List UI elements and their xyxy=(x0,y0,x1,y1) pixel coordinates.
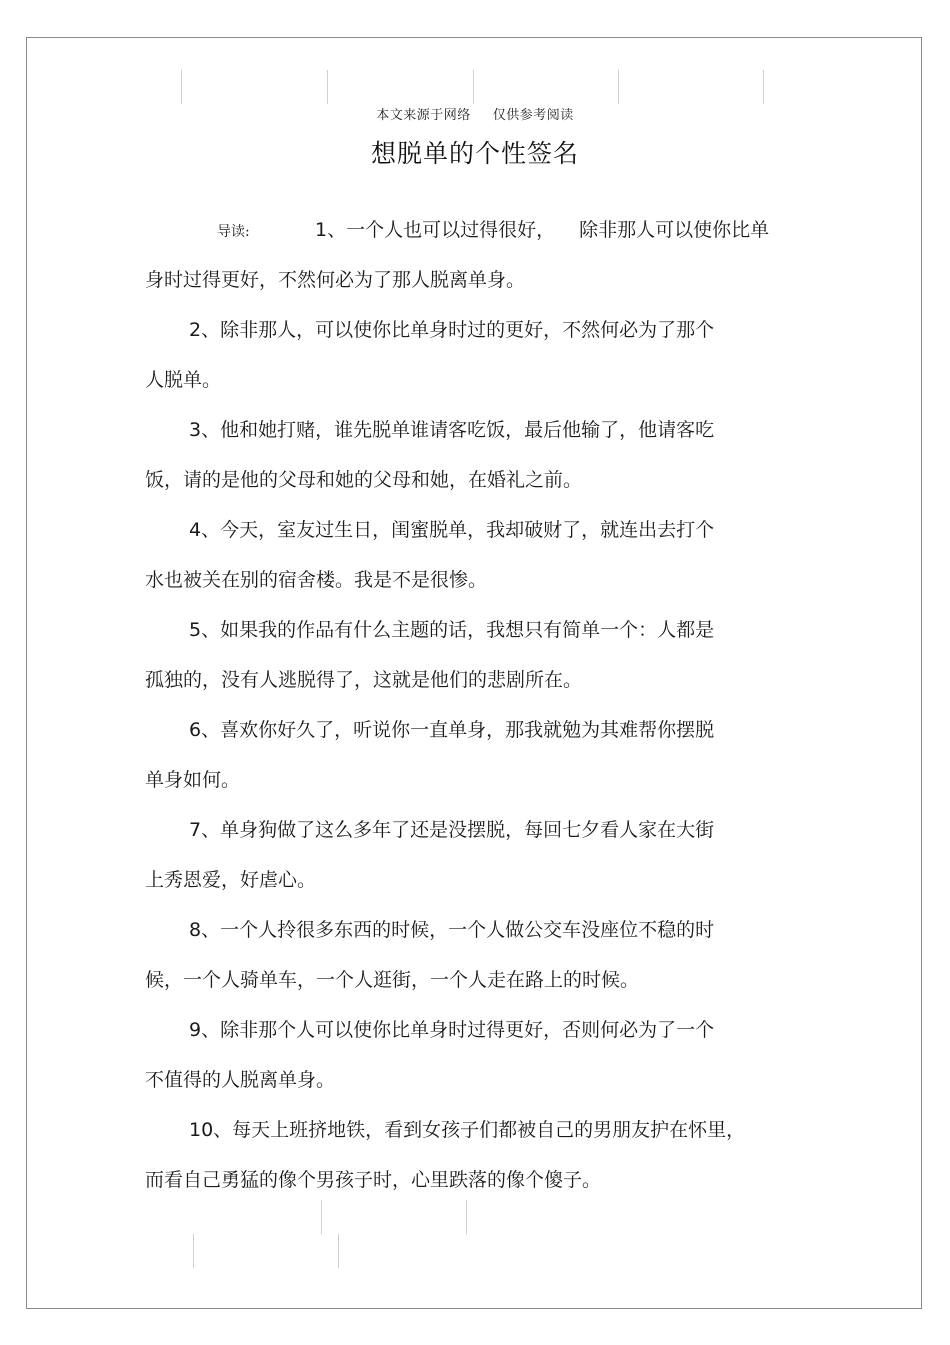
list-item-2-line-1: 2、除非那人，可以使你比单身时过的更好，不然何必为了那个 xyxy=(189,319,715,341)
bottom-rule-mark-2 xyxy=(466,1200,467,1234)
bottom-rule-mark-1 xyxy=(321,1200,322,1234)
list-item-10-line-2: 而看自己勇猛的像个男孩子时，心里跌落的像个傻子。 xyxy=(145,1169,602,1191)
list-item-4-line-1: 4、今天，室友过生日，闺蜜脱单，我却破财了，就连出去打个 xyxy=(189,519,715,541)
top-rule-mark-4 xyxy=(618,70,619,104)
list-item-7-line-2: 上秀恩爱，好虐心。 xyxy=(145,869,317,891)
list-item-8-line-1: 8、一个人拎很多东西的时候，一个人做公交车没座位不稳的时 xyxy=(189,919,715,941)
intro-second-part: 除非那人可以使你比单 xyxy=(579,219,770,241)
list-item-2-line-2: 人脱单。 xyxy=(145,369,222,391)
list-item-7-line-1: 7、单身狗做了这么多年了还是没摆脱，每回七夕看人家在大街 xyxy=(189,819,715,841)
intro-first-part: 1、一个人也可以过得很好， xyxy=(315,219,556,241)
intro-continuation: 身时过得更好，不然何必为了那人脱离单身。 xyxy=(145,269,526,291)
list-item-3-line-2: 饭，请的是他的父母和她的父母和她，在婚礼之前。 xyxy=(145,469,583,491)
source-note: 本文来源于网络 xyxy=(376,108,471,123)
list-item-9-line-1: 9、除非那个人可以使你比单身时过得更好，否则何必为了一个 xyxy=(189,1019,715,1041)
list-item-3-line-1: 3、他和她打赌，谁先脱单谁请客吃饭，最后他输了，他请客吃 xyxy=(189,419,715,441)
document-body xyxy=(145,205,795,1205)
list-item-9-line-2: 不值得的人脱离单身。 xyxy=(145,1069,336,1091)
list-item-4-line-2: 水也被关在别的宿舍楼。我是不是很惨。 xyxy=(145,569,488,591)
document-title: 想脱单的个性签名 xyxy=(370,139,579,168)
list-item-5-line-2: 孤独的，没有人逃脱得了，这就是他们的悲剧所在。 xyxy=(145,669,583,691)
top-rule-mark-3 xyxy=(473,70,474,104)
reference-note: 仅供参考阅读 xyxy=(492,108,574,123)
top-rule-mark-1 xyxy=(181,70,182,104)
list-item-6-line-1: 6、喜欢你好久了，听说你一直单身，那我就勉为其难帮你摆脱 xyxy=(189,719,715,741)
intro-label: 导读: xyxy=(217,224,250,240)
bottom-rule-mark-4 xyxy=(338,1234,339,1268)
list-item-10-line-1: 10、每天上班挤地铁，看到女孩子们都被自己的男朋友护在怀里， xyxy=(189,1119,746,1141)
top-rule-mark-5 xyxy=(763,70,764,104)
bottom-rule-mark-3 xyxy=(193,1234,194,1268)
intro-line xyxy=(145,205,795,255)
list-item-5-line-1: 5、如果我的作品有什么主题的话，我想只有简单一个：人都是 xyxy=(189,619,715,641)
list-item-8-line-2: 候，一个人骑单车，一个人逛街，一个人走在路上的时候。 xyxy=(145,969,640,991)
top-rule-mark-2 xyxy=(327,70,328,104)
header-note xyxy=(0,104,950,123)
list-item-6-line-2: 单身如何。 xyxy=(145,769,241,791)
